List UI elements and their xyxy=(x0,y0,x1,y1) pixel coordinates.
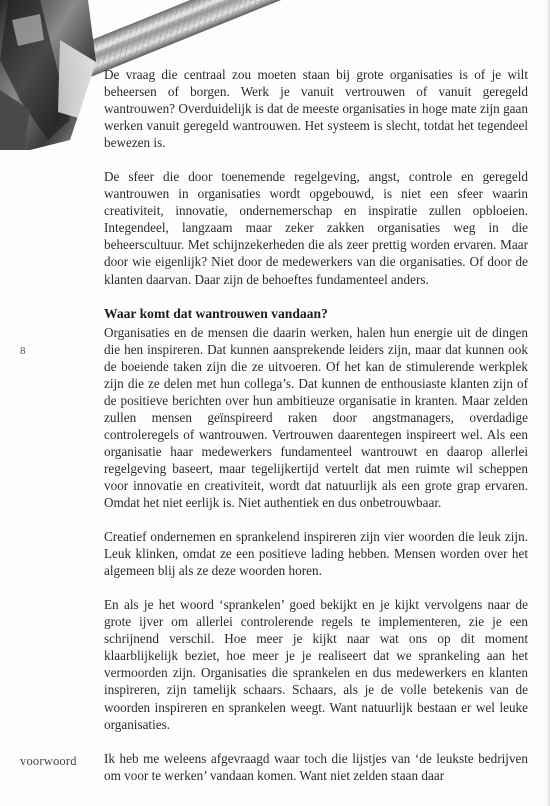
paragraph-4: Creatief ondernemen en sprankelend inspireren zijn vier woorden die leuk zijn. Leuk klinken, omdat ze een positieve lading hebben. Mensen worden over het algemeen blij als ze deze woorden horen. xyxy=(104,529,528,579)
paragraph-6: Ik heb me weleens afgevraagd waar toch die lijstjes van ‘de leukste bedrijven om voor te werken’ vandaan komen. Want niet zelden staan daar xyxy=(104,750,528,783)
page-number: 8 xyxy=(20,345,26,357)
paragraph-2: De sfeer die door toenemende regelgeving, angst, controle en geregeld wantrouwen in organisaties wordt opgebouwd, is niet een sfeer waarin creativiteit, innovatie, ondernemerschap en inspiratie zullen opbloeien. Integendeel, langzaam maar zeker zakken organisaties weg in die beheerscultuur. Met schijnzekerheden die als zeer prettig worden ervaren. Maar door wie eigenlijk? Niet door de medewerkers van die organisaties. Of door de klanten daarvan. Daar zijn de behoeftes fundamenteel anders. xyxy=(104,169,528,287)
footer-section-label: voorwoord xyxy=(20,754,77,768)
paragraph-3: Organisaties en de mensen die daarin werken, halen hun energie uit de dingen die hen inspireren. Dat kunnen aansprekende leiders zijn, maar dat kunnen ook de boeiende taken zijn die ze uitvoeren. Of het kan de stimulerende werkplek zijn die ze delen met hun collega’s. Dat kunnen de enthousiaste klanten zijn of de positieve berichten over hun ambitieuze organisatie in kranten. Maar zelden zullen mensen geïnspireerd raken door angstmanagers, overdadige controleregels of wantrouwen. Vertrouwen daarentegen inspireert wel. Als een organisatie haar medewerkers fundamenteel wantrouwt en daarop allerlei regelgeving baseert, maar tegelijkertijd vertelt dat men ruimte wil scheppen voor innovatie en creativiteit, wordt dat natuurlijk als een grote grap ervaren. Omdat het niet eerlijk is. Niet authentiek en dus onbetrouwbaar. xyxy=(104,324,528,511)
body-text xyxy=(104,66,528,784)
paragraph-5: En als je het woord ‘sprankelen’ goed bekijkt en je kijkt vervolgens naar de grote ijver om allerlei controlerende regels te implementeren, zie je een schrijnend verschil. Hoe meer je kijkt naar wat ons op dit moment klaarblijkelijk beziet, hoe meer je je realiseert dat we sprankeling aan het vermoorden zijn. Organisaties die sprankelen en dus medewerkers en klanten inspireren, zijn tamelijk schaars. Schaars, als je de volle betekenis van de woorden inspireren en sprankelen weegt. Want natuurlijk bestaan er wel leuke organisaties. xyxy=(104,597,528,732)
section-heading: Waar komt dat wantrouwen vandaan? xyxy=(104,305,328,321)
paragraph-1: De vraag die centraal zou moeten staan bij grote organisaties is of je wilt beheersen of borgen. Werk je vanuit vertrouwen of vanuit geregeld wantrouwen? Overduidelijk is dat de meeste organisaties in hoge mate zijn gaan werken vanuit geregeld wantrouwen. Het systeem is slecht, totdat het tegendeel bewezen is. xyxy=(104,67,528,151)
